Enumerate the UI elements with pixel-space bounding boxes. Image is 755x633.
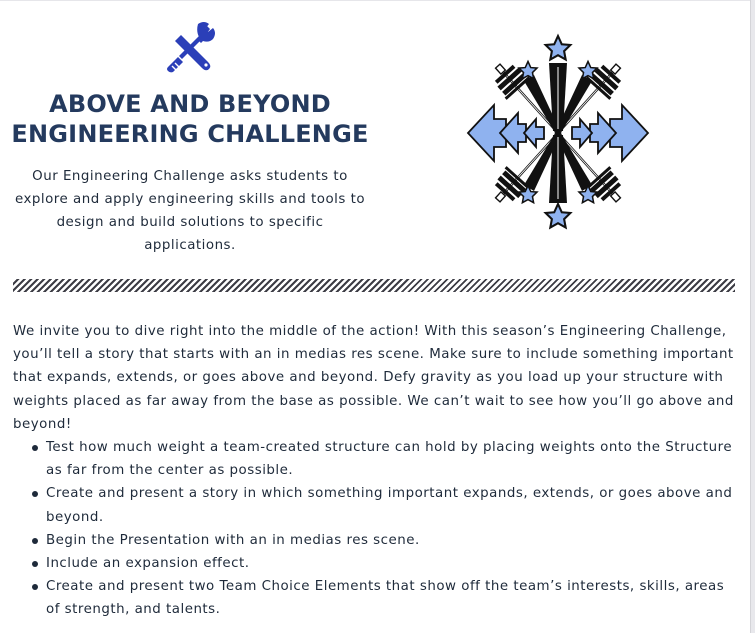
stars-arrows-weights-emblem	[462, 33, 654, 233]
list-item	[13, 575, 739, 621]
hatched-divider	[13, 279, 735, 292]
title-line-2: ENGINEERING CHALLENGE	[11, 120, 369, 148]
bullet-dot-icon	[32, 538, 38, 544]
intro-text: Our Engineering Challenge asks students to explore and apply engineering skills and tools to design and build solutions to specific applications.	[14, 169, 366, 253]
list-item	[13, 436, 739, 482]
wrench-screwdriver-icon	[164, 21, 216, 73]
list-item-text: Begin the Presentation with an in medias res scene.	[46, 532, 420, 548]
bullet-dot-icon	[32, 584, 38, 590]
list-item-text: Test how much weight a team-created structure can hold by placing weights onto the Structure as far from the center as possible.	[46, 440, 733, 479]
challenge-header	[0, 0, 755, 270]
bullet-dot-icon	[32, 445, 38, 451]
list-item-text: Include an expansion effect.	[46, 556, 250, 572]
list-item	[13, 552, 739, 575]
bullet-dot-icon	[32, 561, 38, 567]
bullet-dot-icon	[32, 491, 38, 497]
title-line-1: ABOVE AND BEYOND	[49, 90, 331, 118]
challenge-description: We invite you to dive right into the middle of the action! With this season’s Engineering Challenge, you’ll tell a story that starts with an in medias res scene. Make sure to include something important that expands, extends, or goes above and beyond. Defy gravity as you load up your structure with weights placed as far away from the base as possible. We can’t wait to see how you’ll go above and beyond!	[13, 324, 734, 432]
list-item-text: Create and present two Team Choice Elements that show off the team’s interests, skills, areas of strength, and talents.	[46, 579, 725, 618]
list-item-text: Create and present a story in which something important expands, extends, or goes above and beyond.	[46, 486, 733, 525]
list-item	[13, 482, 739, 528]
requirements-list	[13, 436, 739, 622]
page-title	[10, 89, 370, 149]
list-item	[13, 529, 739, 552]
